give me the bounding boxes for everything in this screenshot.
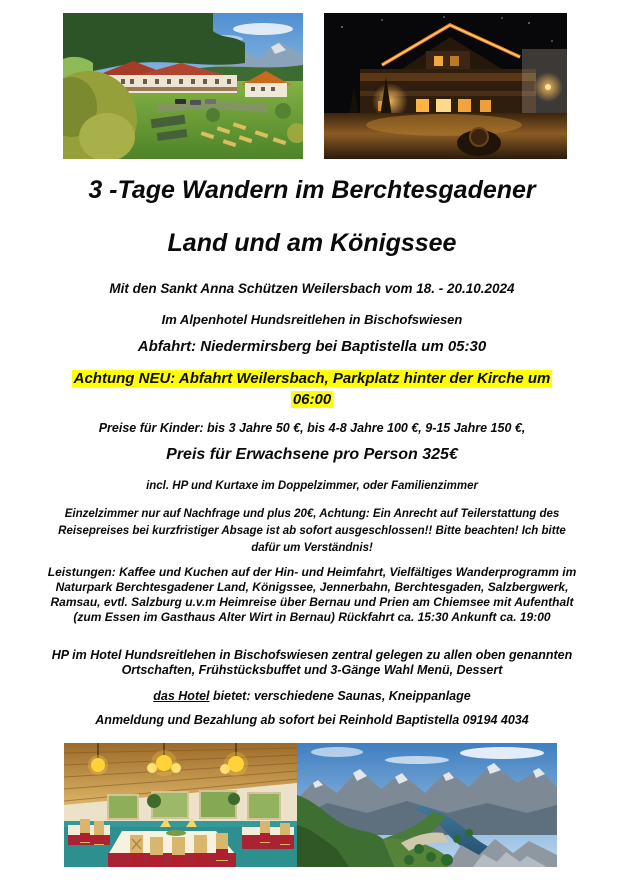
highlight-line-1: Achtung NEU: Abfahrt Weilersbach, Parkplatz hinter der Kirche um (73, 370, 551, 387)
departure-line: Abfahrt: Niedermirsberg bei Baptistella um 05:30 (137, 338, 487, 355)
included-line: incl. HP und Kurtaxe im Doppelzimmer, oder Familienzimmer (146, 480, 478, 492)
single-room-note: Einzelzimmer nur auf Nachfrage und plus 20€, Achtung: Ein Anrecht auf Teilerstattung des Reisepreises bei kurzfristiger Absage ist ab sofort ausgeschlossen!! Bitte beachten! Ich bitte dafür um Verständnis! (58, 508, 566, 554)
departure-new-notice (44, 368, 580, 410)
subtitle-group-date: Mit den Sankt Anna Schützen Weilersbach vom 18. - 20.10.2024 (109, 281, 515, 296)
hotel-offers-rest: bietet: verschiedene Saunas, Kneippanlage (209, 689, 471, 703)
restaurant-interior-photo (64, 743, 297, 867)
children-prices-line: Preise für Kinder: bis 3 Jahre 50 €, bis 4-8 Jahre 100 €, 9-15 Jahre 150 €, (98, 421, 526, 435)
alpenhotel-aerial-illustration (63, 13, 303, 159)
koenigssee-panorama-illustration (297, 743, 557, 867)
half-pension-note: HP im Hotel Hundsreitlehen in Bischofswiesen zentral gelegen zu allen oben genannten Ortschaften, Frühstücksbuffet und 3-Gänge Wahl Menü, Dessert (51, 648, 573, 677)
hotel-line: Im Alpenhotel Hundsreitlehen in Bischofswiesen (161, 312, 463, 327)
hotel-offers-underlined: das Hotel (153, 689, 210, 703)
alpenhotel-aerial-photo (63, 13, 303, 159)
adult-price-line: Preis für Erwachsene pro Person 325€ (166, 446, 458, 463)
services-paragraph: Leistungen: Kaffee und Kuchen auf der Hin- und Heimfahrt, Vielfältiges Wanderprogramm im Naturpark Berchtesgadener Land, Königssee, Jennerbahn, Berchtesgaden, Salzbergwerk, Ramsau, evtl. Salzburg u.v.m Heimreise über Bernau und Prien am Chiemsee mit Aufenthalt (zum Essen im Gasthaus Alter Wirt in Bernau) Rückfahrt ca. 15:30 Ankunft ca. 19:00 (47, 565, 577, 624)
page-title-line-2: Land und am Königssee (167, 229, 457, 257)
alpenhotel-night-illustration (324, 13, 567, 159)
alpenhotel-night-photo (324, 13, 567, 159)
highlight-line-2: 06:00 (292, 391, 332, 408)
hotel-offers-line (44, 689, 580, 703)
restaurant-interior-illustration (64, 743, 297, 867)
page-title-line-1: 3 -Tage Wandern im Berchtesgadener (88, 176, 536, 204)
registration-line: Anmeldung und Bezahlung ab sofort bei Reinhold Baptistella 09194 4034 (95, 713, 529, 727)
koenigssee-panorama-photo (297, 743, 557, 867)
